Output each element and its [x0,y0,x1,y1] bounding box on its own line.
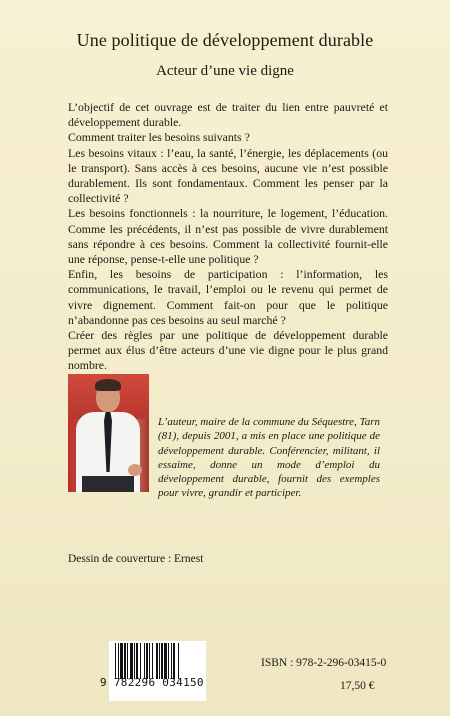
barcode-bar [149,643,150,679]
barcode-bar [120,643,123,679]
barcode-bar [118,643,119,679]
barcode-bar [144,643,145,679]
barcode-bar [130,643,133,679]
author-bio: L’auteur, maire de la commune du Séquestre, Tarn (81), depuis 2001, a mis en place une politique de développement durable. Conférencier, militant, il essaime, donne un mode d’emploi du développement durable, fournit des exemples pour vivre, grandir et participer. [158,416,380,500]
barcode-bars [115,643,201,679]
barcode-bar [164,643,167,679]
barcode-bar [168,643,169,679]
barcode-bar [134,643,135,679]
blurb-paragraph: Les besoins fonctionnels : la nourriture, le logement, l’éducation. Comme les précédents, il n’est pas possible de vivre durablement sans répondre à ces besoins. Comment la collectivité fournit-elle une réponse, pense-t-elle une politique ? [68,206,388,267]
barcode-bar [140,643,141,679]
blurb-paragraph: Enfin, les besoins de participation : l’information, les communications, le travail, l’emploi ou le revenu qui permet de vivre dignement. Comment fait-on pour que le politique n’abandonne pas ces besoins au seul marché ? [68,267,388,327]
blurb-paragraph: Créer des règles par une politique de développement durable permet aux élus d’être acteurs d’une vie digne pour le plus grand nombre. [68,328,388,373]
barcode-bar [173,643,175,679]
cover-credit: Dessin de couverture : Ernest [68,553,204,565]
book-title: Une politique de développement durable [76,30,374,50]
blurb-paragraph: Comment traiter les besoins suivants ? [68,130,250,145]
barcode-bar [115,643,116,679]
barcode-bar [146,643,148,679]
isbn: ISBN : 978-2-296-03415-0 [261,657,387,669]
blurb-paragraph: L’objectif de cet ouvrage est de traiter du lien entre pauvreté et développement durable. [68,100,388,130]
price: 17,50 € [340,680,375,692]
barcode-bar [136,643,138,679]
book-subtitle: Acteur d’une vie digne [156,63,294,79]
barcode-digits: 9 782296 034150 [100,676,204,689]
barcode-bar [124,643,126,679]
barcode [109,641,206,701]
barcode-bar [178,643,179,679]
barcode-bar [152,643,153,679]
blurb [68,100,388,374]
barcode-bar [156,643,158,679]
barcode-bar [161,643,163,679]
author-photo [68,374,149,492]
barcode-bar [159,643,160,679]
barcode-bar [171,643,172,679]
barcode-bar [127,643,128,679]
blurb-paragraph: Les besoins vitaux : l’eau, la santé, l’énergie, les déplacements (ou le transport). Sans accès à ces besoins, aucune vie n’est possible durablement. Ils sont fondamentaux. Comment les penser par la collectivité ? [68,145,388,206]
